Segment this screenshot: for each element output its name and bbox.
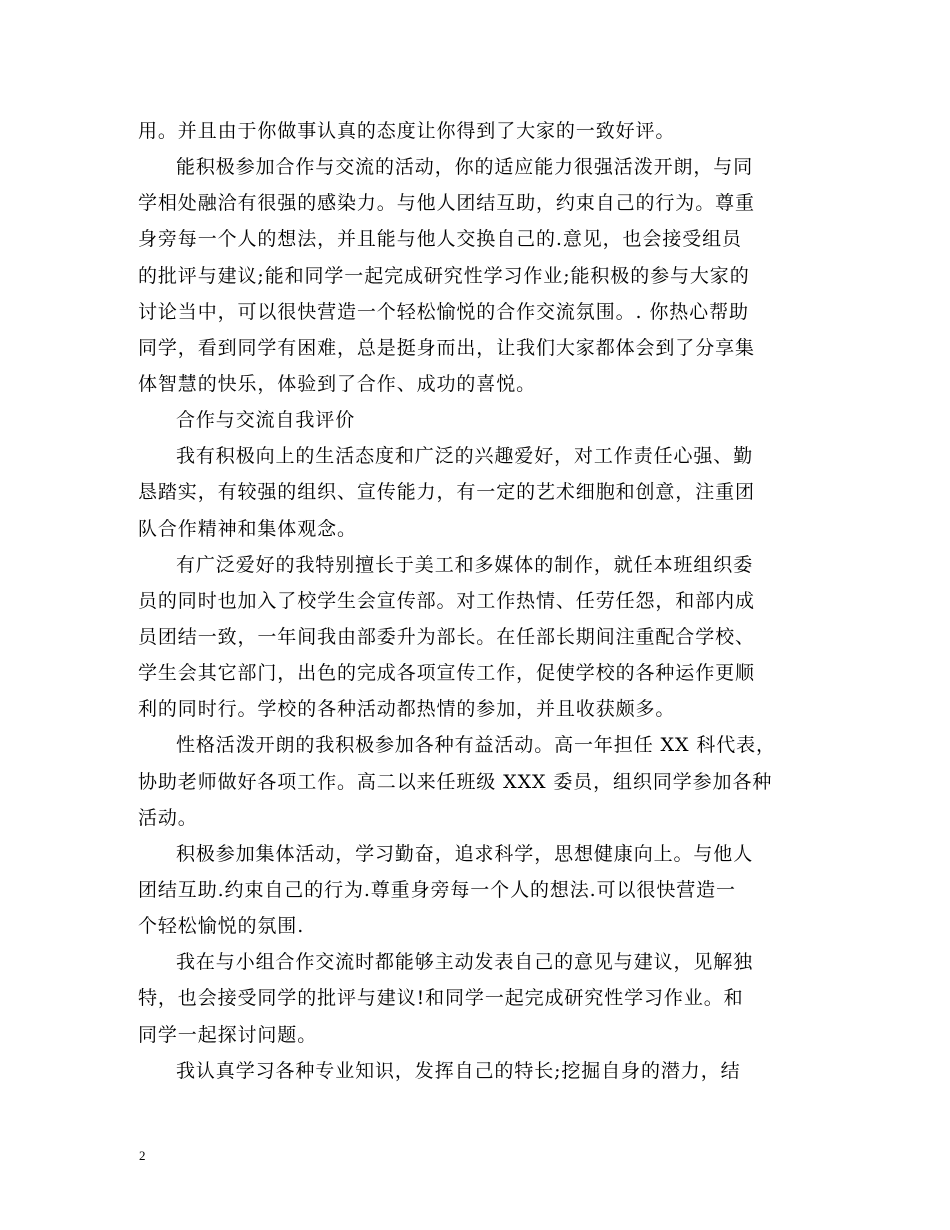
text-line: 合作与交流自我评价: [176, 409, 356, 432]
text-line: 活动。: [138, 806, 198, 829]
body-text: [138, 113, 818, 1089]
text-line: 学生会其它部门，出色的完成各项宣传工作，促使学校的各种运作更顺: [138, 662, 755, 685]
text-line: 同学，看到同学有困难，总是挺身而出，让我们大家都体会到了分享集: [138, 336, 755, 359]
text-line: 讨论当中，可以很快营造一个轻松愉悦的合作交流氛围。. 你热心帮助: [138, 300, 749, 323]
page-number: 2: [139, 1148, 146, 1163]
text-line: 的批评与建议;能和同学一起完成研究性学习作业;能积极的参与大家的: [138, 264, 750, 287]
text-line: 我在与小组合作交流时都能够主动发表自己的意见与建议，见解独: [176, 951, 754, 974]
text-line: 个轻松愉悦的氛围.: [138, 915, 305, 938]
text-line: 性格活泼开朗的我积极参加各种有益活动。高一年担任 XX 科代表，: [176, 734, 776, 757]
text-line: 我认真学习各种专业知识，发挥自己的特长;挖掘自身的潜力，结: [176, 1059, 741, 1082]
text-line: 特，也会接受同学的批评与建议!和同学一起完成研究性学习作业。和: [138, 987, 744, 1010]
text-line: 用。并且由于你做事认真的态度让你得到了大家的一致好评。: [138, 120, 676, 142]
text-line: 团结互助.约束自己的行为.尊重身旁每一个人的想法.可以很快营造一: [138, 878, 736, 901]
text-line: 能积极参加合作与交流的活动，你的适应能力很强活泼开朗，与同: [176, 156, 754, 179]
text-line: 恳踏实，有较强的组织、宣传能力，有一定的艺术细胞和创意，注重团: [138, 481, 755, 504]
text-line: 身旁每一个人的想法，并且能与他人交换自己的.意见，也会接受组员: [138, 228, 742, 251]
text-line: 有广泛爱好的我特别擅长于美工和多媒体的制作，就任本班组织委: [176, 553, 754, 576]
text-line: 利的同时行。学校的各种活动都热情的参加，并且收获颇多。: [138, 698, 676, 721]
text-line: 员的同时也加入了校学生会宣传部。对工作热情、任劳任怨，和部内成: [138, 589, 755, 612]
text-line: 协助老师做好各项工作。高二以来任班级 XXX 委员，组织同学参加各种: [138, 770, 773, 793]
text-line: 同学一起探讨问题。: [138, 1023, 318, 1046]
text-line: 体智慧的快乐，体验到了合作、成功的喜悦。: [138, 372, 537, 395]
text-line: 队合作精神和集体观念。: [138, 517, 357, 540]
text-line: 我有积极向上的生活态度和广泛的兴趣爱好，对工作责任心强、勤: [176, 445, 754, 468]
text-line: 员团结一致，一年间我由部委升为部长。在任部长期间注重配合学校、: [138, 625, 755, 648]
text-line: 积极参加集体活动，学习勤奋，追求科学，思想健康向上。与他人: [176, 842, 754, 865]
text-line: 学相处融洽有很强的感染力。与他人团结互助，约束自己的行为。尊重: [138, 192, 755, 215]
